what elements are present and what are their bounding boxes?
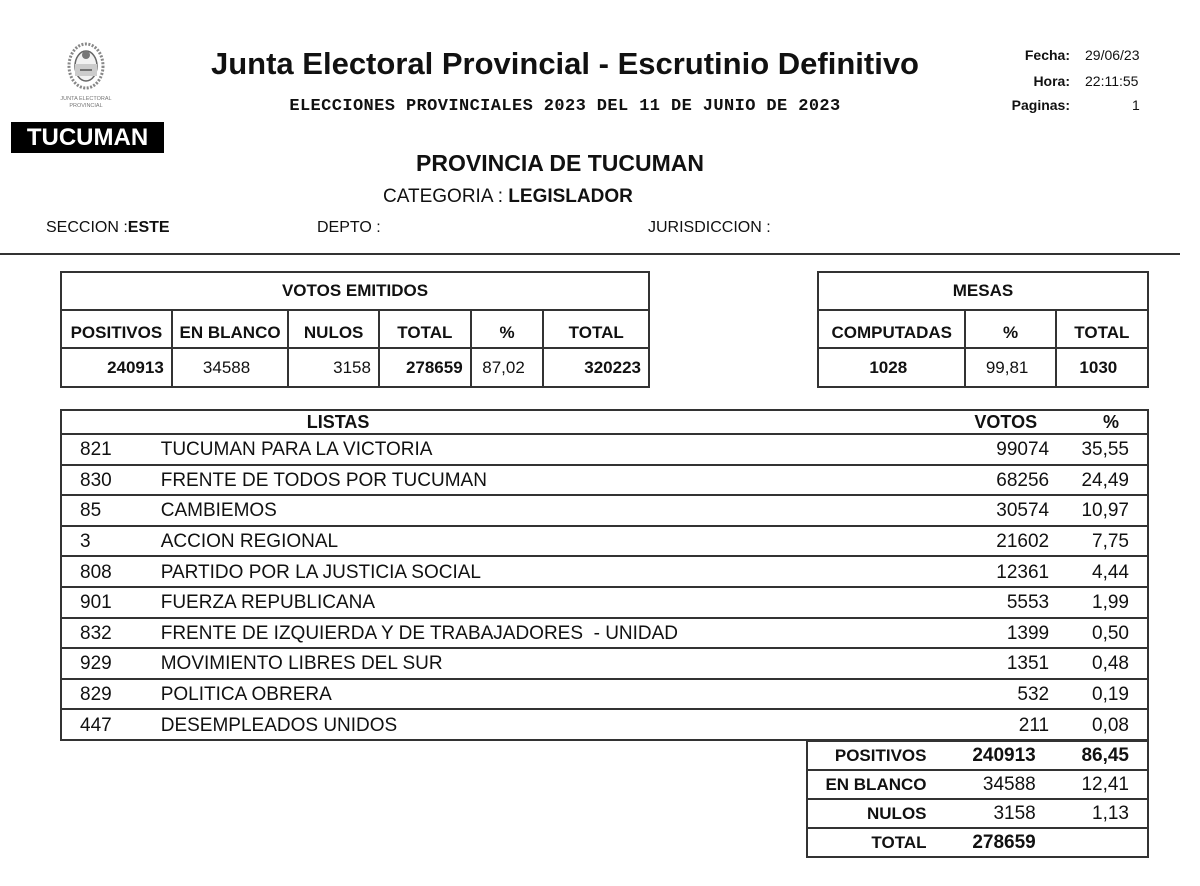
meta-value: 1 — [1132, 97, 1140, 113]
header-divider — [0, 253, 1180, 255]
col-header: NULOS — [288, 310, 379, 348]
lista-number: 447 — [61, 709, 161, 740]
lista-row — [61, 648, 1148, 679]
col-header: COMPUTADAS — [818, 310, 965, 348]
meta-value: 29/06/23 — [1085, 47, 1140, 63]
meta-hora — [980, 73, 1160, 93]
meta-value: 22:11:55 — [1085, 73, 1139, 89]
svg-text:JUNTA ELECTORAL: JUNTA ELECTORAL — [60, 96, 112, 102]
lista-votos: 12361 — [860, 556, 1059, 587]
meta-paginas — [980, 97, 1160, 117]
votos-emitidos-header-row — [61, 310, 649, 348]
lista-number: 85 — [61, 495, 161, 526]
depto-label: DEPTO : — [317, 219, 381, 236]
lista-votos: 211 — [860, 709, 1059, 740]
province-badge: TUCUMAN — [11, 122, 164, 153]
lista-number: 929 — [61, 648, 161, 679]
lista-votos: 532 — [860, 679, 1059, 710]
summary-value: 278659 — [931, 828, 1040, 857]
categoria-line — [383, 186, 633, 208]
lista-name: ACCION REGIONAL — [161, 526, 860, 557]
listas-header-row — [61, 410, 1148, 434]
lista-votos: 21602 — [860, 526, 1059, 557]
summary-row — [807, 828, 1148, 857]
mesas-table — [817, 271, 1149, 388]
positivos-value: 240913 — [61, 348, 172, 387]
summary-label: TOTAL — [807, 828, 931, 857]
lista-name: CAMBIEMOS — [161, 495, 860, 526]
lista-pct: 7,75 — [1059, 526, 1148, 557]
lista-name: MOVIMIENTO LIBRES DEL SUR — [161, 648, 860, 679]
col-header: TOTAL — [379, 310, 471, 348]
lista-pct: 10,97 — [1059, 495, 1148, 526]
summary-label: EN BLANCO — [807, 770, 931, 799]
mesas-title: MESAS — [818, 272, 1148, 310]
lista-row — [61, 434, 1148, 465]
lista-votos: 30574 — [860, 495, 1059, 526]
summary-pct: 86,45 — [1081, 744, 1129, 766]
seccion-label: SECCION : — [46, 219, 128, 236]
lista-row — [61, 465, 1148, 496]
listas-header: LISTAS — [306, 411, 370, 432]
summary-value: 34588 — [931, 770, 1040, 799]
pct-emitidos-value: 87,02 — [471, 348, 544, 387]
seccion-value: ESTE — [127, 219, 170, 236]
lista-name: FRENTE DE IZQUIERDA Y DE TRABAJADORES - UNIDAD — [161, 618, 860, 649]
election-subtitle: ELECCIONES PROVINCIALES 2023 DEL 11 DE JUNIO DE 2023 — [289, 97, 841, 116]
en-blanco-value: 34588 — [172, 348, 289, 387]
lista-row — [61, 587, 1148, 618]
jurisdiccion-label: JURISDICCION : — [648, 219, 771, 236]
summary-pct — [1040, 828, 1148, 857]
summary-row — [807, 799, 1148, 828]
pct-mesas-value: 99,81 — [965, 348, 1055, 387]
junta-electoral-logo — [50, 40, 122, 114]
nulos-value: 3158 — [288, 348, 379, 387]
summary-value: 3158 — [931, 799, 1040, 828]
lista-row — [61, 679, 1148, 710]
lista-votos: 1351 — [860, 648, 1059, 679]
lista-pct: 4,44 — [1059, 556, 1148, 587]
lista-number: 808 — [61, 556, 161, 587]
col-header: TOTAL — [543, 310, 649, 348]
summary-value: 240913 — [972, 744, 1036, 766]
lista-name: POLITICA OBRERA — [161, 679, 860, 710]
lista-votos: 5553 — [860, 587, 1059, 618]
lista-pct: 24,49 — [1059, 465, 1148, 496]
lista-number: 830 — [61, 465, 161, 496]
votos-emitidos-title: VOTOS EMITIDOS — [61, 272, 649, 310]
lista-pct: 1,99 — [1059, 587, 1148, 618]
lista-number: 829 — [61, 679, 161, 710]
lista-number: 832 — [61, 618, 161, 649]
lista-number: 3 — [61, 526, 161, 557]
lista-row — [61, 709, 1148, 740]
col-header: % — [965, 310, 1055, 348]
lista-row — [61, 526, 1148, 557]
votos-emitidos-table — [60, 271, 650, 388]
categoria-label: CATEGORIA : — [383, 186, 504, 207]
lista-pct: 0,48 — [1059, 648, 1148, 679]
summary-pct: 12,41 — [1040, 770, 1148, 799]
computadas-value: 1028 — [818, 348, 965, 387]
col-header: POSITIVOS — [61, 310, 172, 348]
categoria-value: LEGISLADOR — [508, 186, 633, 207]
votos-emitidos-value-row — [61, 348, 649, 387]
mesas-value-row — [818, 348, 1148, 387]
summary-pct: 1,13 — [1040, 799, 1148, 828]
lista-name: DESEMPLEADOS UNIDOS — [161, 709, 860, 740]
meta-fecha — [980, 47, 1160, 67]
total-padron-value: 320223 — [543, 348, 649, 387]
summary-label: NULOS — [807, 799, 931, 828]
votos-header: VOTOS — [974, 411, 1038, 432]
lista-pct: 0,50 — [1059, 618, 1148, 649]
meta-label: Hora: — [1033, 73, 1070, 89]
meta-label: Paginas: — [1011, 97, 1070, 113]
lista-row — [61, 495, 1148, 526]
lista-pct: 0,08 — [1059, 709, 1148, 740]
col-header: % — [471, 310, 544, 348]
pct-header: % — [1102, 411, 1119, 432]
provincia-heading: PROVINCIA DE TUCUMAN — [416, 150, 704, 176]
mesas-header-row — [818, 310, 1148, 348]
lista-votos: 99074 — [860, 434, 1059, 465]
lista-row — [61, 556, 1148, 587]
summary-table — [806, 740, 1149, 858]
lista-pct: 0,19 — [1059, 679, 1148, 710]
lista-pct: 35,55 — [1059, 434, 1148, 465]
seccion-line — [46, 219, 170, 237]
summary-row — [807, 770, 1148, 799]
col-header: TOTAL — [1056, 310, 1148, 348]
lista-votos: 68256 — [860, 465, 1059, 496]
svg-text:PROVINCIAL: PROVINCIAL — [69, 103, 103, 109]
lista-row — [61, 618, 1148, 649]
summary-row — [807, 741, 1148, 770]
total-mesas-value: 1030 — [1056, 348, 1148, 387]
total-emitidos-value: 278659 — [379, 348, 471, 387]
lista-votos: 1399 — [860, 618, 1059, 649]
lista-number: 901 — [61, 587, 161, 618]
lista-name: FUERZA REPUBLICANA — [161, 587, 860, 618]
lista-name: TUCUMAN PARA LA VICTORIA — [161, 434, 860, 465]
meta-label: Fecha: — [1024, 47, 1070, 63]
lista-name: PARTIDO POR LA JUSTICIA SOCIAL — [161, 556, 860, 587]
summary-label: POSITIVOS — [834, 745, 927, 765]
lista-name: FRENTE DE TODOS POR TUCUMAN — [161, 465, 860, 496]
page-title: Junta Electoral Provincial - Escrutinio Definitivo — [211, 46, 919, 81]
lista-number: 821 — [61, 434, 161, 465]
listas-table — [60, 409, 1149, 741]
col-header: EN BLANCO — [172, 310, 289, 348]
